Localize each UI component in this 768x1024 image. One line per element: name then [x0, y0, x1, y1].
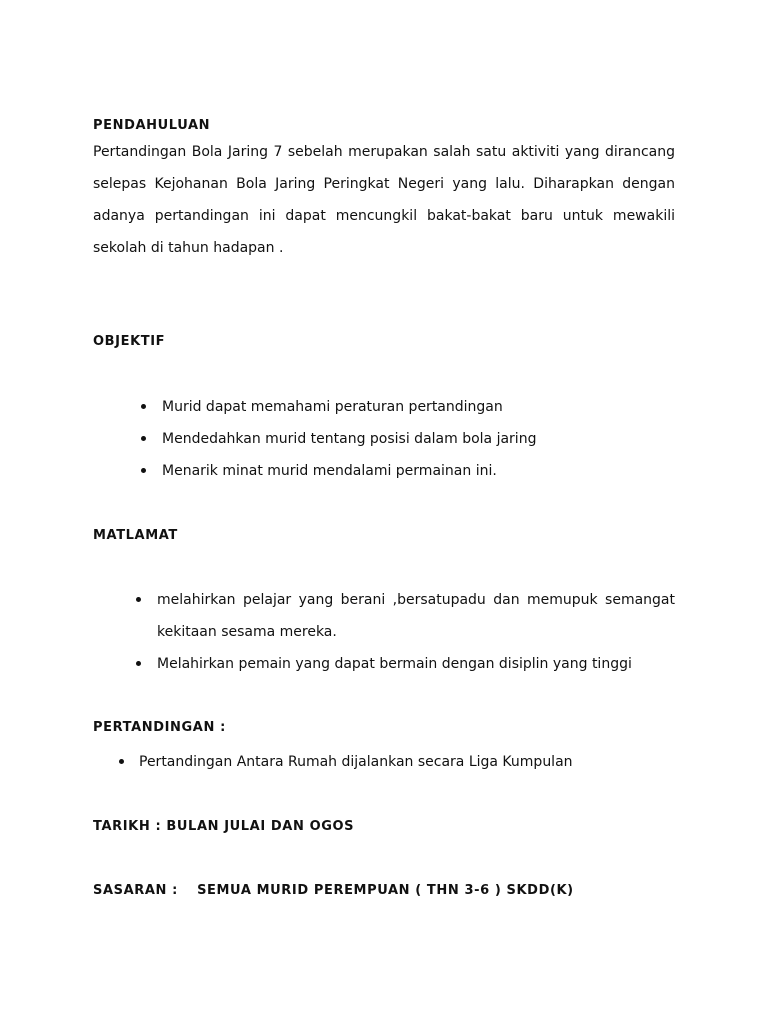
matlamat-heading: MATLAMAT — [93, 528, 178, 543]
sasaran-line — [93, 883, 574, 898]
tarikh-line — [93, 819, 354, 834]
objektif-heading: OBJEKTIF — [93, 334, 166, 349]
objektif-list — [162, 391, 682, 487]
list-item: Mendedahkan murid tentang posisi dalam bola jaring — [162, 423, 682, 455]
sasaran-label: SASARAN : — [93, 883, 178, 898]
list-item: Melahirkan pemain yang dapat bermain dengan disiplin yang tinggi — [157, 648, 675, 680]
tarikh-value: BULAN JULAI DAN OGOS — [166, 819, 355, 834]
pendahuluan-paragraph: Pertandingan Bola Jaring 7 sebelah merupakan salah satu aktiviti yang dirancang selepas Kejohanan Bola Jaring Peringkat Negeri yang lalu. Diharapkan dengan adanya pertandingan ini dapat mencungkil bakat-bakat baru untuk mewakili sekolah di tahun hadapan . — [93, 144, 675, 256]
list-item: Menarik minat murid mendalami permainan ini. — [162, 455, 682, 487]
pertandingan-heading: PERTANDINGAN : — [93, 720, 226, 735]
list-item: Murid dapat memahami peraturan pertandingan — [162, 391, 682, 423]
list-item: melahirkan pelajar yang berani ,bersatupadu dan memupuk semangat kekitaan sesama mereka. — [157, 584, 675, 648]
matlamat-list — [157, 584, 675, 680]
pendahuluan-heading: PENDAHULUAN — [93, 118, 211, 133]
list-item: Pertandingan Antara Rumah dijalankan secara Liga Kumpulan — [139, 746, 679, 778]
tarikh-label: TARIKH : — [93, 819, 162, 834]
sasaran-value: SEMUA MURID PEREMPUAN ( THN 3-6 ) SKDD(K) — [197, 883, 574, 898]
pertandingan-list — [139, 746, 679, 778]
